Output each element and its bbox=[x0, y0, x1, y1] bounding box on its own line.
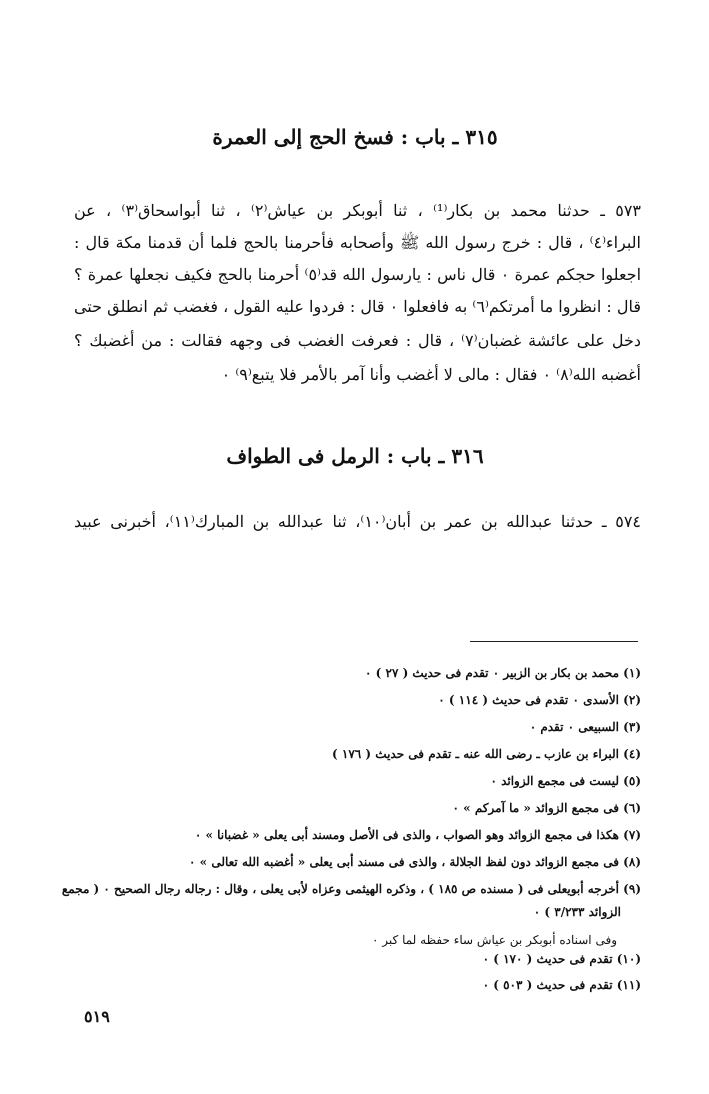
footnote-9-note: وفى اسناده أبوبكر بن عياش ساء حفظه لما كبر ٠ bbox=[372, 933, 617, 947]
hadith-573-line-5: دخل على عائشة غضبان⁽٧⁾ ، قال : فعرفت الغضب فى وجهه فقالت : من أغضبك ؟ bbox=[74, 331, 642, 350]
footnote-8: (٨) فى مجمع الزوائد دون لفظ الجلالة ، والذى فى مسند أبى يعلى « أغضبه الله تعالى » ٠ bbox=[189, 855, 641, 869]
footnote-divider bbox=[470, 641, 638, 642]
footnote-9: (٩) أخرجه أبويعلى فى ( مسنده ص ١٨٥ ) ، وذكره الهيثمى وعزاه لأبى يعلى ، وقال : رجاله رجال الصحيح ٠ ( مجمع bbox=[61, 882, 641, 896]
footnote-6: (٦) فى مجمع الزوائد « ما آمركم » ٠ bbox=[452, 801, 641, 815]
footnote-5: (٥) ليست فى مجمع الزوائد ٠ bbox=[490, 774, 641, 788]
footnote-11: (١١) تقدم فى حديث ( ٥٠٣ ) ٠ bbox=[482, 978, 641, 992]
hadith-573-line-2: البراء⁽٤⁾ ، قال : خرج رسول الله ﷺ وأصحابه فأحرمنا بالحج فلما أن قدمنا مكة قال : bbox=[74, 233, 641, 252]
hadith-573-line-4: قال : انظروا ما أمرتكم⁽٦⁾ به فافعلوا ٠ قال : فردوا عليه القول ، فغضب ثم انطلق حتى bbox=[73, 297, 641, 316]
hadith-573-line-6: أغضبه الله⁽٨⁾ ٠ فقال : مالى لا أغضب وأنا آمر بالأمر فلا يتبع⁽٩⁾ ٠ bbox=[221, 365, 641, 384]
hadith-573-line-3: اجعلوا حجكم عمرة ٠ قال ناس : يارسول الله قد⁽٥⁾ أحرمنا بالحج فكيف نجعلها عمرة ؟ bbox=[74, 265, 642, 284]
hadith-573-line-1: ٥٧٣ ـ حدثنا محمد بن بكار⁽¹⁾ ، ثنا أبوبكر بن عياش⁽٢⁾ ، ثنا أبواسحاق⁽٣⁾ ، عن bbox=[74, 201, 641, 220]
chapter-315-heading: ٣١٥ ـ باب : فسخ الحج إلى العمرة bbox=[212, 125, 498, 149]
footnote-7: (٧) هكذا فى مجمع الزوائد وهو الصواب ، والذى فى الأصل ومسند أبى يعلى « غضبانا » ٠ bbox=[194, 828, 641, 842]
hadith-574-line-1: ٥٧٤ ـ حدثنا عبدالله بن عمر بن أبان⁽١٠⁾، ثنا عبدالله بن المبارك⁽١١⁾، أخبرنى عبيد bbox=[74, 512, 642, 531]
footnote-2: (٢) الأسدى ٠ تقدم فى حديث ( ١١٤ ) ٠ bbox=[438, 693, 641, 707]
footnote-10: (١٠) تقدم فى حديث ( ١٧٠ ) ٠ bbox=[482, 952, 641, 966]
footnote-1: (١) محمد بن بكار بن الزبير ٠ تقدم فى حديث ( ٢٧ ) ٠ bbox=[365, 666, 641, 680]
footnote-4: (٤) البراء بن عازب ـ رضى الله عنه ـ تقدم فى حديث ( ١٧٦ ) bbox=[332, 747, 641, 761]
page-number: ٥١٩ bbox=[84, 1007, 110, 1026]
chapter-316-heading: ٣١٦ ـ باب : الرمل فى الطواف bbox=[226, 444, 484, 468]
footnote-9-continuation: الزوائد ٣/٢٣٣ ) ٠ bbox=[533, 905, 621, 919]
footnote-3: (٣) السبيعى ٠ تقدم ٠ bbox=[529, 720, 641, 734]
